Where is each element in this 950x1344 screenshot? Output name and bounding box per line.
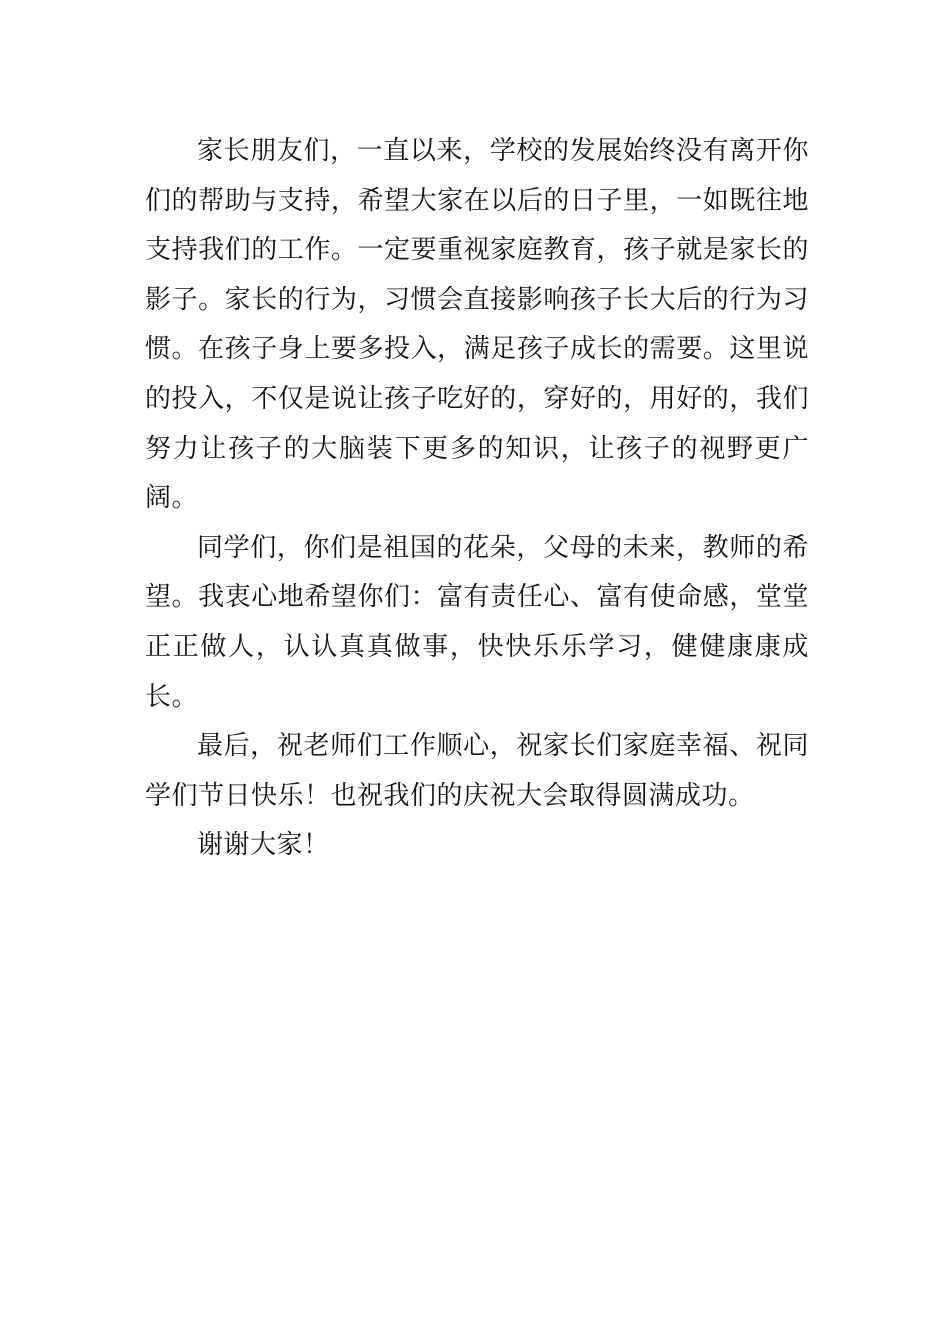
paragraph-thanks: 谢谢大家！ — [197, 830, 330, 861]
paragraph-parents: 家长朋友们，一直以来，学校的发展始终没有离开你们的帮助与支持，希望大家在以后的日子里，一如既往地支持我们的工作。一定要重视家庭教育，孩子就是家长的影子。家长的行为，习惯会直接影响孩子长大后的行为习惯。在孩子身上要多投入，满足孩子成长的需要。这里说的投入，不仅是说让孩子吃好的，穿好的，用好的，我们努力让孩子的大脑装下更多的知识，让孩子的视野更广阔。 — [145, 136, 809, 514]
paragraph-students: 同学们，你们是祖国的花朵，父母的未来，教师的希望。我衷心地希望你们：富有责任心、富有使命感，堂堂正正做人，认认真真做事，快快乐乐学习，健健康康成长。 — [145, 532, 809, 712]
paragraph-wishes: 最后，祝老师们工作顺心，祝家长们家庭幸福、祝同学们节日快乐！也祝我们的庆祝大会取得圆满成功。 — [145, 731, 809, 811]
document-body — [145, 127, 809, 871]
